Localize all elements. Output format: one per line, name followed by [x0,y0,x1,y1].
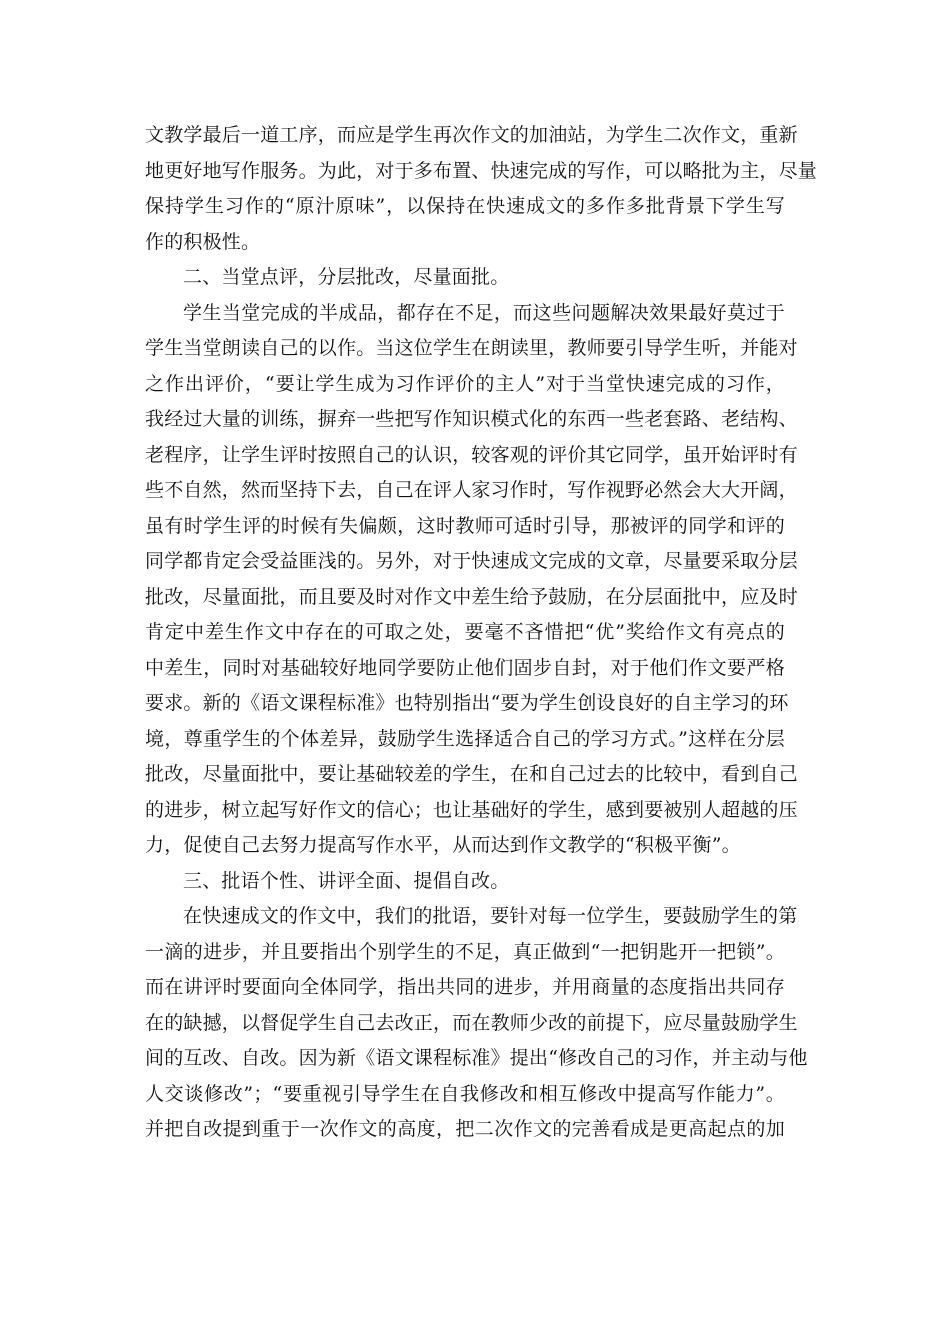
paragraph-line: 老程序，让学生评时按照自己的认识，较客观的评价其它同学，虽开始评时有 [145,443,798,466]
paragraph-line: 在的缺撼，以督促学生自己去改正，而在教师少改的前提下，应尽量鼓励学生 [145,1011,798,1034]
paragraph-line: 我经过大量的训练，摒弃一些把写作知识模式化的东西一些老套路、老结构、 [145,408,798,430]
paragraph-line: 批改，尽量面批中，要让基础较差的学生，在和自己过去的比较中，看到自己 [145,763,798,785]
paragraph-line: 间的互改、自改。因为新《语文课程标准》提出“修改自己的习作，并主动与他 [145,1047,808,1069]
paragraph-line: 些不自然，然而坚持下去，自己在评人家习作时，写作视野必然会大大开阔， [145,479,798,501]
paragraph-line: 并把自改提到重于一次作文的高度，把二次作文的完善看成是更高起点的加 [145,1118,785,1140]
section-heading: 二、当堂点评，分层批改，尽量面批。 [183,266,510,288]
paragraph-line: 要求。新的《语文课程标准》也特别指出“要为学生创设良好的自主学习的环 [145,692,789,714]
paragraph-line: 的进步，树立起写好作文的信心；也让基础好的学生，感到要被别人超越的压 [145,798,798,821]
paragraph-line: 批改，尽量面批，而且要及时对作文中差生给予鼓励，在分层面批中，应及时 [145,585,798,608]
paragraph-line: 人交谈修改”；“要重视引导学生在自我修改和相互修改中提高写作能力”。 [145,1082,785,1105]
paragraph-line: 作的积极性。 [145,230,261,253]
section-heading: 三、批语个性、讲评全面、提倡自改。 [183,869,510,892]
paragraph-line: 力，促使自己去努力提高写作水平，从而达到作文教学的“积极平衡”。 [145,834,741,856]
body-text [145,118,818,1148]
paragraph-line: 中差生，同时对基础较好地同学要防止他们固步自封，对于他们作文要严格 [145,656,785,679]
paragraph-line: 而在讲评时要面向全体同学，指出共同的进步，并用商量的态度指出共同存 [145,976,785,998]
paragraph-line: 虽有时学生评的时候有失偏颇，这时教师可适时引导，那被评的同学和评的 [145,514,785,537]
paragraph-line: 保持学生习作的“原汁原味”，以保持在快速成文的多作多批背景下学生写 [145,195,785,217]
paragraph-line: 文教学最后一道工序，而应是学生再次作文的加油站，为学生二次作文，重新 [145,124,798,146]
paragraph-line: 境，尊重学生的个体差异，鼓励学生选择适合自己的学习方式。”这样在分层 [145,727,785,750]
paragraph-line: 学生当堂朗读自己的以作。当这位学生在朗读里，教师要引导学生听，并能对 [145,337,798,359]
paragraph-line: 同学都肯定会受益匪浅的。另外，对于快速成文完成的文章，尽量要采取分层 [145,550,798,572]
paragraph-line: 在快速成文的作文中，我们的批语，要针对每一位学生，要鼓励学生的第 [183,905,798,927]
paragraph-line: 一滴的进步，并且要指出个别学生的不足，真正做到“一把钥匙开一把锁”。 [145,940,785,963]
paragraph-line: 学生当堂完成的半成品，都存在不足，而这些问题解决效果最好莫过于 [183,301,785,324]
paragraph-line: 之作出评价，“要让学生成为习作评价的主人”对于当堂快速完成的习作， [145,372,785,395]
paragraph-line: 地更好地写作服务。为此，对于多布置、快速完成的写作，可以略批为主，尽量 [145,159,818,182]
paragraph-line: 肯定中差生作文中存在的可取之处，要毫不吝惜把“优”奖给作文有亮点的 [145,621,785,643]
